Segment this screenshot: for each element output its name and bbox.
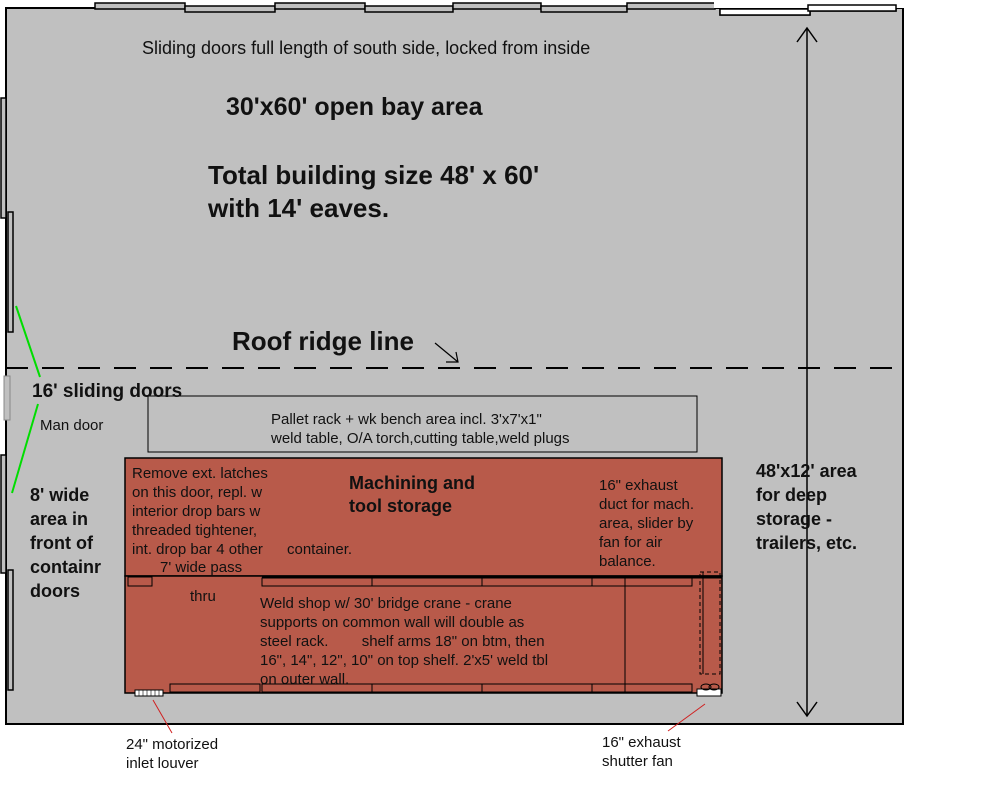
label-building-size-line1: Total building size 48' x 60' [208,160,540,190]
label-building-size-line2: with 14' eaves. [208,193,390,223]
label-man-door: Man door [40,417,104,434]
label-pass-line1: 7' wide pass [160,559,243,576]
label-deep-storage: 48'x12' area for deep storage - trailers, etc. [756,461,858,553]
label-machining: Machining and tool storage [349,473,475,516]
label-pallet-rack: Pallet rack + wk bench area incl. 3'x7'x1" weld table, O/A torch,cutting table,weld plugs [271,411,570,447]
label-weld-shop: Weld shop w/ 30' bridge crane - crane supports on common wall will double as steel rack. shelf arms 18" on btm, then 16", 14", 12", 10" on top shelf. 2'x5' weld tbl on outer wall. [260,595,549,688]
label-shutter-fan: 16" exhaust shutter fan [602,734,681,770]
label-wide-area: 8' wide area in front of containr doors [30,485,102,601]
label-container-word: container. [287,541,353,558]
man-door [4,376,10,420]
label-open-bay: 30'x60' open bay area [226,93,483,121]
label-pass-line2: thru [190,588,216,605]
label-roof-ridge: Roof ridge line [232,326,414,356]
label-side-sliding-doors: 16' sliding doors [32,381,183,402]
label-remove-latches: Remove ext. latches on this door, repl. w interior drop bars w threaded tightener, int. drop bar 4 other [132,465,268,558]
label-sliding-doors: Sliding doors full length of south side, locked from inside [142,38,591,58]
label-inlet-louver: 24" motorized inlet louver [126,736,219,772]
label-exhaust-duct: 16" exhaust duct for mach. area, slider by fan for air balance. [599,477,695,570]
